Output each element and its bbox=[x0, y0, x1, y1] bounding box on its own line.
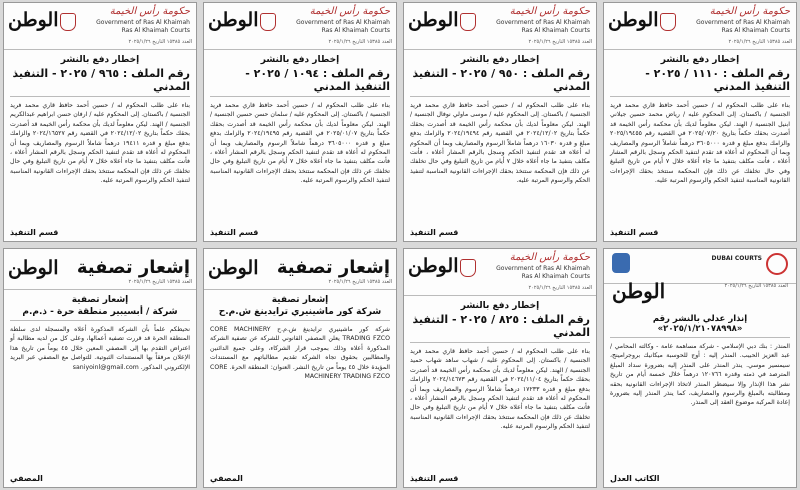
notice-body: بناء على طلب المحكوم له / حسين أحمد حافظ قاري محمد فريد الجنسية / باكستان. إلى المحكوم عليه / سلمان حسن حسين الجنسية / الهند. ليكن معلوماً لديك بأن محكمة رأس الخيمة قد أصدرت بحقك حكماً بتاريخ ٢٠٢٥/٠١/٠٧ في القضية رقم ٢٠٢٤/١٩٤٩٥ والزامك بدفع مبلغ و قدره ٣٦٠٥٠٠٠ درهماً شاملاً الرسوم والمصاريف وبما أن المحكوم له أعلاه قد تقدم لتنفيذ الحكم وسجل بالرقم المشار أعلاه ، فأنت مكلف بتنفيذ ما جاء أعلاه خلال ٧ أيام من تاريخ التبليغ وفي حال تخلفك عن ذلك فإن المحكمة ستتخذ بحقك الإجراءات القانونية المناسبة لتنفيذ الحكم والرسوم المرتبة عليه. bbox=[210, 102, 390, 185]
newspaper-logo: الوطن bbox=[208, 257, 259, 279]
notice-signature: الكاتب العدل bbox=[610, 474, 660, 483]
notice-type: إشعار تصفية bbox=[71, 295, 129, 305]
notice-type: إخطار دفع بالنشر bbox=[660, 55, 740, 65]
notice-body: بناء على طلب المحكوم له / حسين أحمد حافظ قاري محمد فريد الجنسية / باكستان. إلى المحكوم عليه / ارفان حسن ابراهيم عبدالكريم الجنسية / الهند. ليكن معلوماً لديك بأن محكمة رأس الخيمة قد أصدرت بحقك حكماً بتاريخ ٢٠٢٤/١٢/٠٢ في القضية رقم ٢٠٢٤/١٦٥٢٧ والزامك بدفع مبلغ و قدره ١٩٤١١ درهماً شاملاً الرسوم والمصاريف وبما أن المحكوم له أعلاه قد تقدم لتنفيذ الحكم وسجل بالرقم المشار أعلاه ، فأنت مكلف بتنفيذ ما جاء أعلاه خلال ٧ أيام من تاريخ التبليغ وفي حال تخلفك عن ذلك فإن المحكمة ستتخذ بحقك الإجراءات القانونية المناسبة لتنفيذ الحكم والرسوم المرتبة عليه. bbox=[10, 102, 190, 185]
notice-signature: قسم التنفيذ bbox=[410, 474, 459, 483]
courts-name-en: Ras Al Khaimah Courts bbox=[721, 27, 790, 34]
issue-meta: العدد ١٥٣٨٥ التاريخ ٢٠٢٥/١/٢٦ bbox=[728, 39, 792, 45]
newspaper-logo: الوطن bbox=[608, 9, 659, 31]
government-emblem-icon bbox=[660, 13, 676, 31]
notice-header bbox=[4, 3, 196, 50]
issue-meta: العدد ١٥٣٨٥ التاريخ ٢٠٢٥/١/٢٦ bbox=[528, 39, 592, 45]
issue-meta: العدد ١٥٣٨٥ التاريخ ٢٠٢٥/١/٢٦ bbox=[128, 39, 192, 45]
liquidation-notice bbox=[203, 248, 397, 488]
notice-type: إخطار دفع بالنشر bbox=[60, 55, 140, 65]
dubai-courts-logo: DUBAI COURTS bbox=[711, 255, 762, 262]
court-notice bbox=[603, 2, 797, 242]
newspaper-logo: الوطن bbox=[612, 279, 666, 303]
notice-body: بناء على طلب المحكوم له / حسين أحمد حافظ قاري محمد فريد الجنسية / باكستان. إلى المحكوم عليه / رياض محمد حسين جيلاني ابنيل الجنسية / الهند. ليكن معلوماً لديك بأن محكمة رأس الخيمة قد أصدرت بحقك حكماً بتاريخ ٢٠٢٥/٠٧/٢٠ في القضية رقم ٢٠٢٥/١٩٤٥٥ والزامك بدفع مبلغ و قدره ٣٦٠٥٠٠٠ درهماً شاملاً الرسوم والمصاريف وبما أن المحكوم له أعلاه قد تقدم لتنفيذ الحكم وسجل بالرقم المشار أعلاه ، فأنت مكلف بتنفيذ ما جاء أعلاه خلال ٧ أيام من تاريخ التبليغ وفي حال تخلفك عن ذلك فإن المحكمة ستتخذ بحقك الإجراءات القانونية المناسبة لتنفيذ الحكم والرسوم المرتبة عليه. bbox=[610, 102, 790, 185]
court-notice bbox=[403, 248, 597, 488]
newspaper-logo: الوطن bbox=[408, 255, 459, 277]
government-name-en: Government of Ras Al Khaimah bbox=[96, 19, 190, 26]
company-name: شركة / أبسيبير منطقة حرة - ذ.م.م bbox=[10, 307, 190, 321]
government-name-en: Government of Ras Al Khaimah bbox=[496, 19, 590, 26]
notice-header bbox=[204, 249, 396, 290]
courts-name-en: Ras Al Khaimah Courts bbox=[321, 27, 390, 34]
notice-signature: قسم التنفيذ bbox=[610, 228, 659, 237]
court-notice bbox=[3, 2, 197, 242]
notice-header bbox=[404, 3, 596, 50]
issue-meta: العدد ١٥٣٨٥ التاريخ ٢٠٢٥/١/٢٦ bbox=[328, 39, 392, 45]
notice-type: إخطار دفع بالنشر bbox=[460, 301, 540, 311]
newspaper-logo: الوطن bbox=[8, 9, 59, 31]
notice-body: المنذر : بنك دبي الإسلامي - شركة مساهمة عامة - وكالته المحامي / عبد العزيز الحبيب. المنذر إليه : أوج للحوسبة ميكانيك بروجرامينج، سيمسير موسي. ينذر المنذر على المنذر إليه بضرورة سداد المبلغ المترصد في ذمته وقدره ١٢٠٧٦٦ درهماً خلال خمسة أيام من تاريخ نشر هذا الإنذار وإلا سيضطر المنذر لاتخاذ الإجراءات القانونية بحقه ومطالبته بالمبلغ والرسوم والمصاريف، كما ينذر المنذر إليه بضرورة إعادة المركبة موضوع العقد إلى المنذر. bbox=[610, 343, 791, 407]
notice-header bbox=[4, 249, 196, 290]
court-notice bbox=[203, 2, 397, 242]
issue-meta: العدد ١٥٣٨٥ التاريخ ٢٠٢٥/١/٢٦ bbox=[724, 283, 788, 289]
issue-meta: العدد ١٥٣٨٥ التاريخ ٢٠٢٥/١/٢٦ bbox=[128, 279, 192, 285]
government-name-ar: حكومة رأس الخيمة bbox=[109, 6, 190, 17]
dubai-court-notice bbox=[603, 248, 797, 488]
notice-signature: المصفي bbox=[10, 474, 43, 483]
government-emblem-icon bbox=[60, 13, 76, 31]
government-name-ar: حكومة رأس الخيمة bbox=[309, 6, 390, 17]
government-name-en: Government of Ras Al Khaimah bbox=[296, 19, 390, 26]
notice-body: نحيطكم علماً بأن الشركة المذكورة أعلاه والمسجلة لدى سلطة المنطقة الحرة قد قررت تصفية أعمالها، وعلى كل من لديه مطالبة أو اعتراض التقدم بها إلى المصفي المعين خلال ٤٥ يوماً من تاريخ هذا الإعلان مرفقاً بها المستندات الثبوتية. للتواصل مع المصفي عبر البريد الإلكتروني المذكور. saniyoinl@gmail.com bbox=[10, 326, 190, 371]
notice-body: شركة كور ماشينيري ترايدينغ ش.م.ح CORE MACHINERY TRADING FZCO يعلن المصفي القانوني للشركة عن تصفية الشركة المذكورة أعلاه وذلك بموجب قرار الشركاء، وعلى جميع الدائنين والمطالبين بحقوق تجاه الشركة تقديم مطالباتهم مع المستندات المؤيدة خلال ٤٥ يوماً من تاريخ النشر. العنوان: المنطقة الحرة. CORE MACHINERY TRADING FZCO bbox=[210, 326, 390, 381]
notice-header bbox=[604, 3, 796, 50]
file-number: رقم الملف : ١٠٩٤ / ٢٠٢٥ - التنفيذ المدني bbox=[210, 67, 390, 97]
government-name-en: Government of Ras Al Khaimah bbox=[496, 265, 590, 272]
file-number: رقم الملف : ٩٥٠ / ٢٠٢٥ - التنفيذ المدني bbox=[410, 67, 590, 97]
government-emblem-icon bbox=[460, 13, 476, 31]
newspaper-logo: الوطن bbox=[208, 9, 259, 31]
notice-header bbox=[204, 3, 396, 50]
newspaper-page bbox=[3, 2, 797, 488]
notice-type: إشعار تصفية bbox=[271, 295, 329, 305]
dubai-crest-icon bbox=[612, 253, 630, 273]
newspaper-logo: الوطن bbox=[8, 257, 59, 279]
government-name-ar: حكومة رأس الخيمة bbox=[509, 6, 590, 17]
government-name-ar: حكومة رأس الخيمة bbox=[709, 6, 790, 17]
notice-signature: قسم التنفيذ bbox=[410, 228, 459, 237]
notice-signature: قسم التنفيذ bbox=[10, 228, 59, 237]
notice-header bbox=[404, 249, 596, 296]
notice-body: بناء على طلب المحكوم له / حسين أحمد حافظ قاري محمد فريد الجنسية / باكستان. إلى المحكوم عليه / موسى ماولي نوفال الجنسية / الهند. ليكن معلوماً لديك بأن محكمة رأس الخيمة قد أصدرت بحقك حكماً بتاريخ ٢٠٢٤/١٢/٠٢ في القضية رقم ٢٠٢٤/١٩٤٩٤ والزامك بدفع مبلغ و قدره ١٦٠٣٠ درهماً شاملاً الرسوم والمصاريف وبما أن المحكوم له أعلاه قد تقدم لتنفيذ الحكم وسجل بالرقم المشار أعلاه ، فأنت مكلف بتنفيذ ما جاء أعلاه خلال ٧ أيام من تاريخ التبليغ وفي حال تخلفك عن ذلك فإن المحكمة ستتخذ بحقك الإجراءات القانونية المناسبة لتنفيذ الحكم والرسوم المرتبة عليه. bbox=[410, 102, 590, 185]
government-emblem-icon bbox=[460, 259, 476, 277]
notice-number: إنذار عدلي بالنشر رقم «٢٠٢٥/١/٢١٠٧٨٩٩٨» bbox=[610, 314, 790, 338]
government-name-ar: حكومة رأس الخيمة bbox=[509, 252, 590, 263]
courts-name-en: Ras Al Khaimah Courts bbox=[521, 273, 590, 280]
liquidation-notice bbox=[3, 248, 197, 488]
liquidation-heading: إشعار تصفية bbox=[276, 257, 390, 278]
notice-type: إخطار دفع بالنشر bbox=[460, 55, 540, 65]
file-number: رقم الملف : ١١١٠ / ٢٠٢٥ - التنفيذ المدني bbox=[610, 67, 790, 97]
newspaper-logo: الوطن bbox=[408, 9, 459, 31]
notice-body: بناء على طلب المحكوم له / حسين أحمد حافظ قاري محمد فريد الجنسية / باكستان. إلى المحكوم عليه / شهاب ساهد شهاب حميد الجنسية / الهند. ليكن معلوماً لديك بأن محكمة رأس الخيمة قد أصدرت بحقك حكماً بتاريخ ٢٠٢٤/١١/٠٤ في القضية رقم ٢٠٢٤/١٤٦٧٣ والزامك بدفع مبلغ و قدره ١٧٢٣٣ درهماً شاملاً الرسوم والمصاريف وبما أن المحكوم له أعلاه قد تقدم لتنفيذ الحكم وسجل بالرقم المشار أعلاه ، فأنت مكلف بتنفيذ ما جاء أعلاه خلال ٧ أيام من تاريخ التبليغ وفي حال تخلفك عن ذلك فإن المحكمة ستتخذ بحقك الإجراءات القانونية المناسبة لتنفيذ الحكم والرسوم المرتبة عليه. bbox=[410, 348, 590, 431]
courts-name-en: Ras Al Khaimah Courts bbox=[521, 27, 590, 34]
company-name: شركة كور ماشينيري ترايدينغ ش.م.ح bbox=[210, 307, 390, 321]
uae-emblem-icon bbox=[766, 253, 788, 275]
file-number: رقم الملف : ٨٢٥ / ٢٠٢٥ - التنفيذ المدني bbox=[410, 313, 590, 343]
notice-signature: قسم التنفيذ bbox=[210, 228, 259, 237]
file-number: رقم الملف : ٩٦٥ / ٢٠٢٥ - التنفيذ المدني bbox=[10, 67, 190, 97]
notice-type: إخطار دفع بالنشر bbox=[260, 55, 340, 65]
government-name-en: Government of Ras Al Khaimah bbox=[696, 19, 790, 26]
court-notice bbox=[403, 2, 597, 242]
liquidation-heading: إشعار تصفية bbox=[76, 257, 190, 278]
issue-meta: العدد ١٥٣٨٥ التاريخ ٢٠٢٥/١/٢٦ bbox=[328, 279, 392, 285]
courts-name-en: Ras Al Khaimah Courts bbox=[121, 27, 190, 34]
issue-meta: العدد ١٥٣٨٥ التاريخ ٢٠٢٥/١/٢٦ bbox=[528, 285, 592, 291]
notice-signature: المصفي bbox=[210, 474, 243, 483]
government-emblem-icon bbox=[260, 13, 276, 31]
